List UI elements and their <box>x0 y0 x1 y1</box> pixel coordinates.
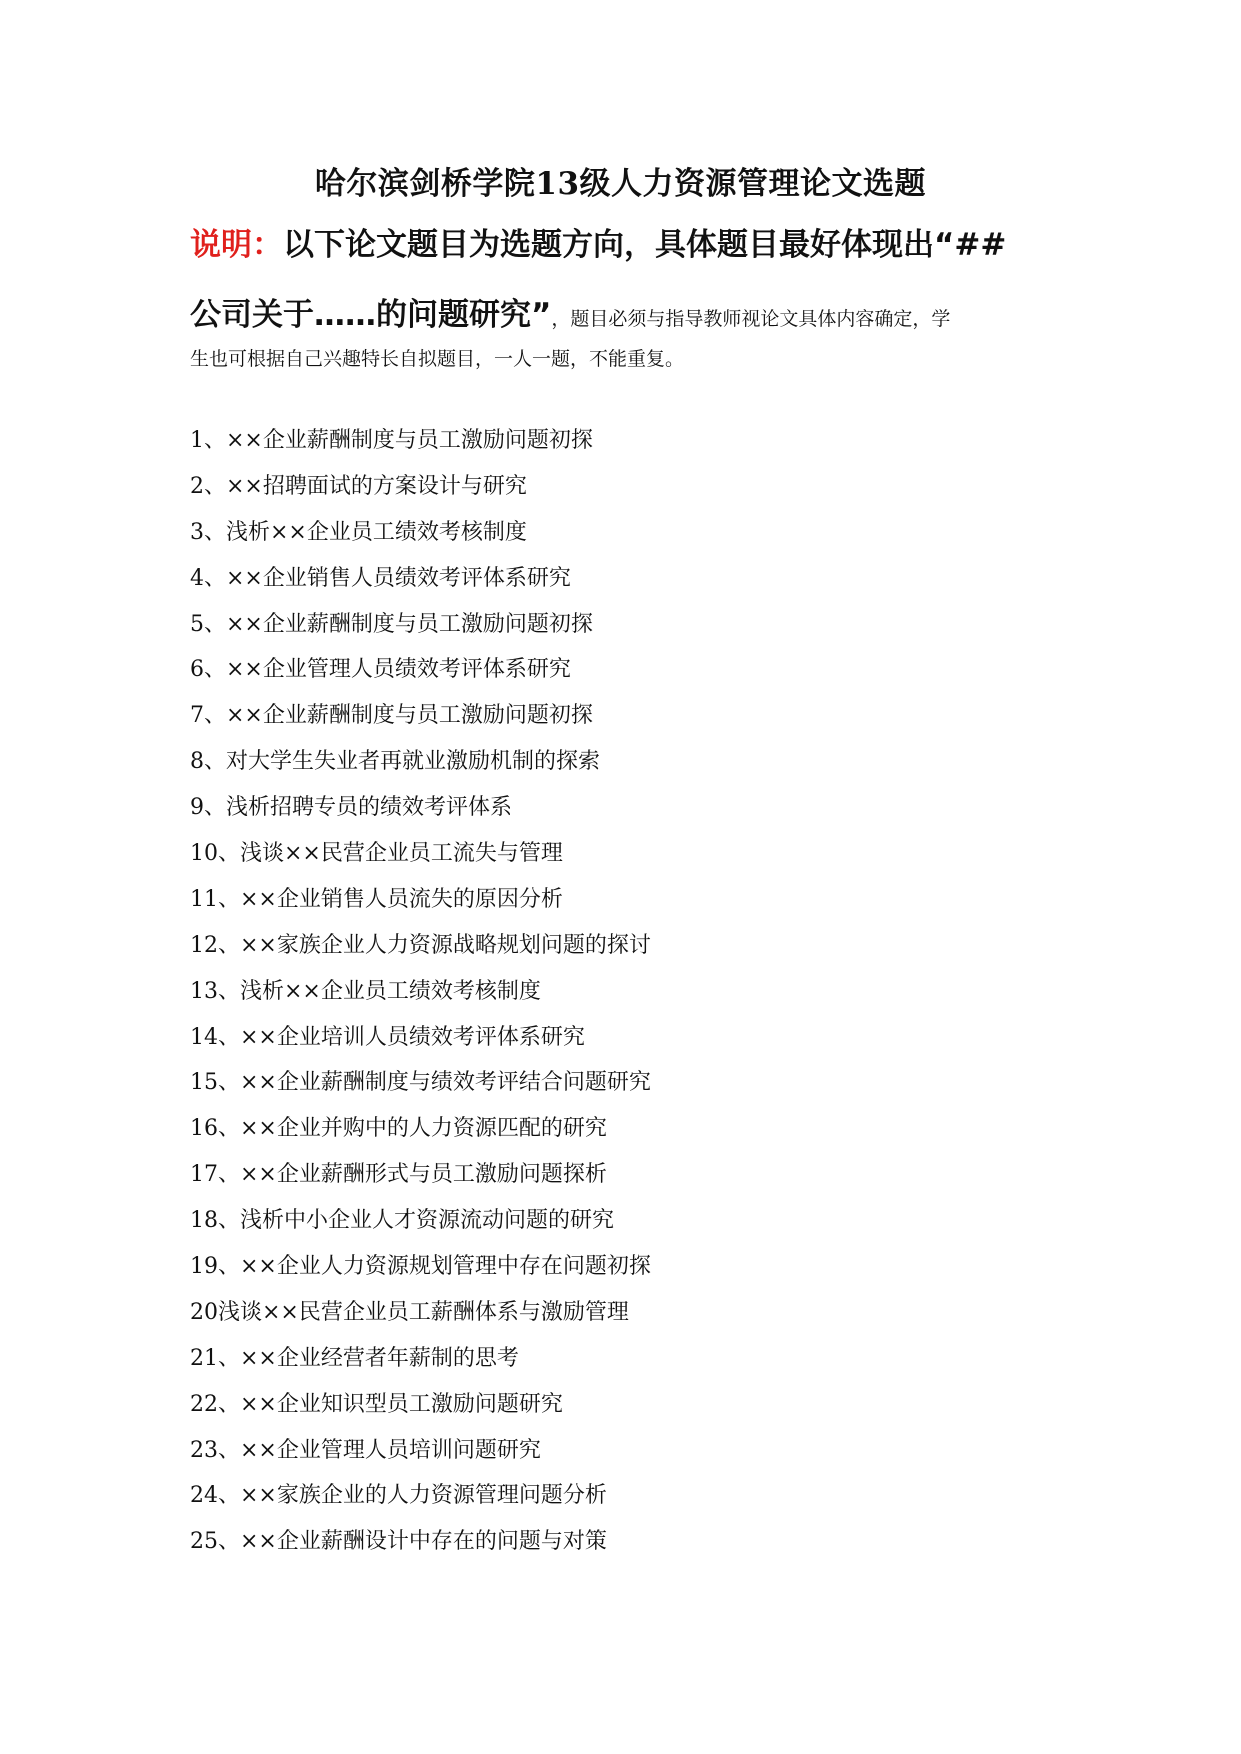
topic-item: 20浅谈××民营企业员工薪酬体系与激励管理 <box>190 1299 629 1325</box>
topic-item: 1、××企业薪酬制度与员工激励问题初探 <box>190 428 593 453</box>
topic-item: 21、××企业经营者年薪制的思考 <box>190 1345 519 1371</box>
topic-item: 10、浅谈××民营企业员工流失与管理 <box>190 841 563 867</box>
topic-list <box>190 418 651 1565</box>
instructions-line-2 <box>190 290 1070 340</box>
topic-item: 17、××企业薪酬形式与员工激励问题探析 <box>190 1162 607 1188</box>
document-title: 哈尔滨剑桥学院13级人力资源管理论文选题 <box>314 166 927 202</box>
topic-item: 7、××企业薪酬制度与员工激励问题初探 <box>190 703 593 729</box>
topic-item: 8、对大学生失业者再就业激励机制的探索 <box>190 749 600 775</box>
topic-item: 4、××企业销售人员绩效考评体系研究 <box>190 565 571 591</box>
topic-item: 22、××企业知识型员工激励问题研究 <box>190 1391 563 1417</box>
topic-item: 5、××企业薪酬制度与员工激励问题初探 <box>190 611 593 637</box>
topic-item: 23、××企业管理人员培训问题研究 <box>190 1437 541 1463</box>
topic-item: 11、××企业销售人员流失的原因分析 <box>190 886 563 912</box>
instructions-block <box>190 220 1070 374</box>
instructions-heading-continued: 公司关于……的问题研究” <box>190 297 552 333</box>
topic-item: 12、××家族企业人力资源战略规划问题的探讨 <box>190 932 651 958</box>
instructions-heading-text: 以下论文题目为选题方向，具体题目最好体现出“## <box>283 227 1007 263</box>
instructions-line-3: 生也可根据自己兴趣特长自拟题目，一人一题，不能重复。 <box>190 348 685 370</box>
instructions-line-1 <box>190 220 1070 290</box>
topic-item: 3、浅析××企业员工绩效考核制度 <box>190 519 527 545</box>
topic-item: 15、××企业薪酬制度与绩效考评结合问题研究 <box>190 1070 651 1096</box>
topic-item: 18、浅析中小企业人才资源流动问题的研究 <box>190 1208 614 1234</box>
instructions-note: ，题目必须与指导教师视论文具体内容确定，学 <box>551 308 951 330</box>
topic-item: 16、××企业并购中的人力资源匹配的研究 <box>190 1116 607 1142</box>
topic-item: 25、××企业薪酬设计中存在的问题与对策 <box>190 1529 607 1555</box>
topic-item: 13、浅析××企业员工绩效考核制度 <box>190 978 541 1004</box>
topic-item: 2、××招聘面试的方案设计与研究 <box>190 473 527 499</box>
topic-item: 19、××企业人力资源规划管理中存在问题初探 <box>190 1254 651 1280</box>
topic-item: 9、浅析招聘专员的绩效考评体系 <box>190 795 512 821</box>
topic-item: 24、××家族企业的人力资源管理问题分析 <box>190 1483 607 1509</box>
instructions-label: 说明： <box>190 227 283 263</box>
topic-item: 6、××企业管理人员绩效考评体系研究 <box>190 657 571 683</box>
topic-item: 14、××企业培训人员绩效考评体系研究 <box>190 1024 585 1050</box>
